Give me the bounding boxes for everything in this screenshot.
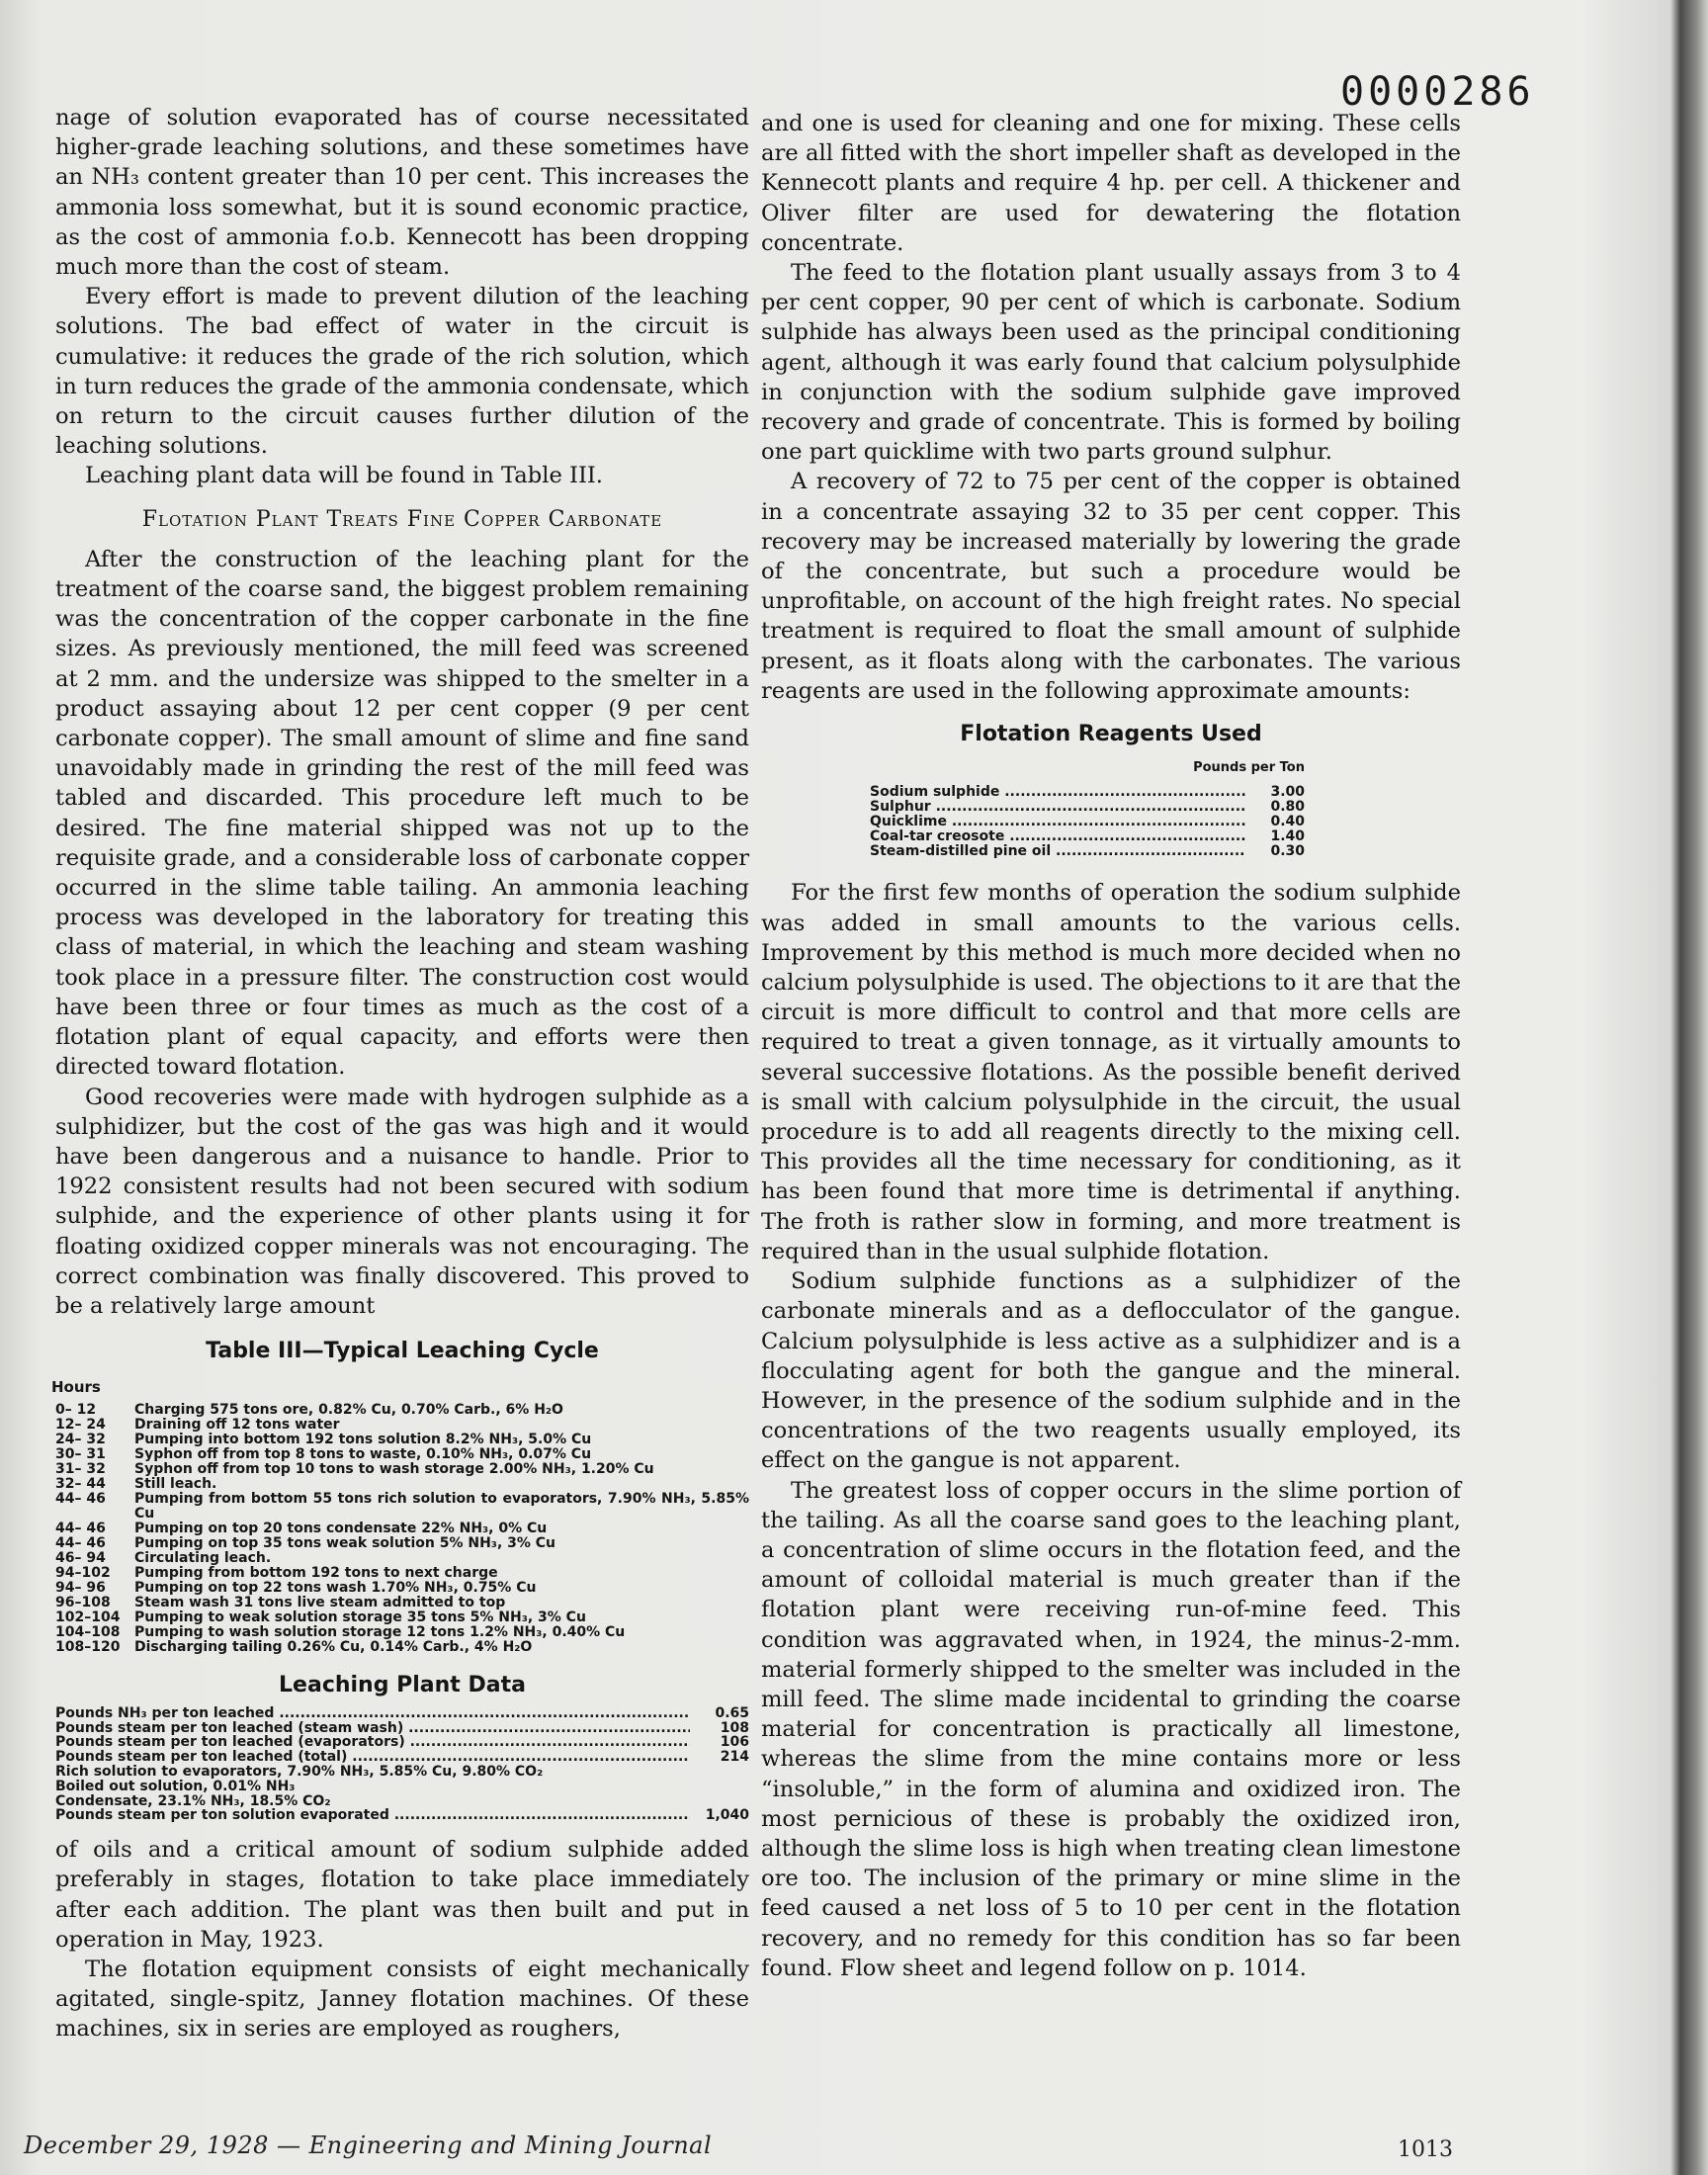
data-row: Sulphur ..... 0.80 [870,800,1305,815]
table-row: 30– 31 Syphon off from top 8 tons to waste, 0.10% NH₃, 0.07% Cu [55,1445,592,1462]
paragraph: For the first few months of operation the sodium sulphide was added in small amounts to the various cells. Improvement by this method is much more decided when no calcium polysulphide is used. The objections to it are that the circuit is more difficult to control and that more cells are required to treat a given tonnage, as it virtually amounts to several successive flotations. As the possible benefit derived is small with calcium polysulphide in the circuit, the usual procedure is to add all reagents directly to the mixing cell. This provides all the time necessary for conditioning, as it has been found that more time is detrimental if anything. The froth is rather slow in forming, and more treatment is required than in the usual sulphide flotation. [761,880,1461,1264]
data-row: Pounds steam per ton leached (evaporators) ..... 106 [55,1735,749,1750]
paragraph: A recovery of 72 to 75 per cent of the copper is obtained in a concentrate assaying 32 to 35 per cent copper. This recovery may be increased materially by lowering the grade of the concentrate, but such a procedure would be unprofitable, on account of the high freight rates. No special treatment is required to float the small amount of sulphide present, as it floats along with the carbonates. The various reagents are used in the following approximate amounts: [761,469,1461,704]
data-row: Coal-tar creosote ..... 1.40 [870,829,1305,844]
table-row: 94–102 Pumping from bottom 192 tons to next charge [55,1564,498,1581]
table-row: 94– 96 Pumping on top 22 tons wash 1.70% NH₃, 0.75% Cu [55,1579,537,1596]
paragraph: The greatest loss of copper occurs in the slime portion of the tailing. As all the coarse sand goes to the leaching plant, a concentration of slime occurs in the flotation feed, and the amount of colloidal material is much greater than if the flotation plant were receiving run-of-mine feed. This condition was aggravated when, in 1924, the minus-2-mm. material formerly shipped to the smelter was included in the mill feed. The slime made incidental to grinding the coarse material for concentration is practically all limestone, whereas the slime from the mine contains more or less “insoluble,” in the form of alumina and oxidized iron. The most pernicious of these is probably the oxidized iron, although the slime loss is high when treating clean limestone ore too. The inclusion of the primary or mine slime in the feed caused a net loss of 5 to 10 per cent in the flotation recovery, and no remedy for this condition has so far been found. Flow sheet and legend follow on p. 1014. [761,1477,1461,1981]
data-row: Boiled out solution, 0.01% NH₃ [55,1778,296,1794]
table-row: 104–108 Pumping to wash solution storage 12 tons 1.2% NH₃, 0.40% Cu [55,1623,626,1640]
paragraph: and one is used for cleaning and one for mixing. These cells are all fitted with the short impeller shaft as developed in the Kennecott plants and require 4 hp. per cell. A thickener and Oliver filter are used for dewatering the flotation concentrate. [761,111,1461,256]
reagent-list [870,753,1305,858]
data-row: Sodium sulphide ..... 3.00 [870,785,1305,800]
data-row: Rich solution to evaporators, 7.90% NH₃, 5.85% Cu, 9.80% CO₂ [55,1763,544,1780]
paragraph: Good recoveries were made with hydrogen sulphide as a sulphidizer, but the cost of the gas was high and it would have been dangerous and a nuisance to handle. Prior to 1922 consistent results had not been secured with sodium sulphide, and the experience of other plants using it for floating oxidized copper minerals was not encouraging. The correct combination was finally discovered. This proved to be a relatively large amount [55,1084,749,1319]
table-row: 0– 12 Charging 575 tons ore, 0.82% Cu, 0.70% Carb., 6% H₂O [55,1401,563,1418]
unit-header: Pounds per Ton [1193,760,1305,776]
data-row: Pounds NH₃ per ton leached ..... 0.65 [55,1706,749,1721]
data-row: Pounds steam per ton leached (total) ..... 214 [55,1750,749,1765]
hours-header: Hours [51,1378,101,1397]
data-row: Pounds steam per ton solution evaporated ..... 1,040 [55,1808,749,1823]
leaching-plant-data [55,1671,749,1824]
paragraph: Every effort is made to prevent dilution of the leaching solutions. The bad effect of water in the circuit is cumulative: it reduces the grade of the rich solution, which in turn reduces the grade of the ammonia condensate, which on return to the circuit causes further dilution of the leaching solutions. [55,284,749,460]
paragraph: nage of solution evaporated has of course necessitated higher-grade leaching solutions, and these sometimes have an NH₃ content greater than 10 per cent. This increases the ammonia loss somewhat, but it is sound economic practice, as the cost of ammonia f.o.b. Kennecott has been dropping much more than the cost of steam. [55,105,749,281]
paragraph: Leaching plant data will be found in Table III. [85,463,603,489]
left-column [51,103,749,2044]
table-row: 46– 94 Circulating leach. [55,1549,272,1566]
paragraph: Sodium sulphide functions as a sulphidizer of the carbonate minerals and as a deflocculator of the gangue. Calcium polysulphide is less active as a sulphidizer and is a flocculating agent for both the gangue and the mineral. However, in the presence of the sodium sulphide and in the concentrations of the two reagents usually employed, its effect on the gangue is not apparent. [761,1268,1461,1474]
section-heading: Flotation Plant Treats Fine Copper Carbonate [141,506,663,532]
table-title: Flotation Reagents Used [960,722,1262,747]
table-row: 44– 46 Pumping on top 20 tons condensate 22% NH₃, 0% Cu [55,1520,548,1536]
table-title: Table III—Typical Leaching Cycle [206,1339,599,1364]
table-row: 12– 24 Draining off 12 tons water [55,1416,340,1433]
table-row: 108–120 Discharging tailing 0.26% Cu, 0.14% Carb., 4% H₂O [55,1638,533,1655]
table-row: 102–104 Pumping to weak solution storage 35 tons 5% NH₃, 3% Cu [55,1609,586,1625]
data-row: Steam-distilled pine oil ..... 0.30 [870,844,1305,859]
flotation-reagents-table [761,720,1461,858]
right-column [761,109,1461,1983]
page-number: 1013 [1398,2137,1453,2162]
table-row: 96–108 Steam wash 31 tons live steam admitted to top [55,1594,506,1610]
table-iii [51,1337,749,1655]
table-row: 31– 32 Syphon off from top 10 tons to wash storage 2.00% NH₃, 1.20% Cu [55,1460,654,1477]
data-row: Quicklime ..... 0.40 [870,815,1305,829]
journal-footer: December 29, 1928 — Engineering and Mining Journal [24,2132,713,2159]
paragraph: The flotation equipment consists of eight mechanically agitated, single-spitz, Janney flotation machines. Of these machines, six in series are employed as roughers, [55,1956,749,2043]
paragraph: After the construction of the leaching plant for the treatment of the coarse sand, the biggest problem remaining was the concentration of the copper carbonate in the fine sizes. As previously mentioned, the mill feed was screened at 2 mm. and the undersize was shipped to the smelter in a product assaying about 12 per cent copper (9 per cent carbonate copper). The small amount of slime and fine sand unavoidably made in grinding the rest of the mill feed was tabled and discarded. This procedure left much to be desired. The fine material shipped was not up to the requisite grade, and a considerable loss of carbonate copper occurred in the slime table tailing. An ammonia leaching process was developed in the laboratory for treating this class of material, in which the leaching and steam washing took place in a pressure filter. The construction cost would have been three or four times as much as the cost of a flotation plant of equal capacity, and efforts were then directed toward flotation. [55,546,749,1081]
paragraph: of oils and a critical amount of sodium sulphide added preferably in stages, flotation to take place immediately after each addition. The plant was then built and put in operation in May, 1923. [55,1837,749,1953]
table-title: Leaching Plant Data [279,1672,526,1697]
data-row: Condensate, 23.1% NH₃, 18.5% CO₂ [55,1792,331,1809]
table-row: 44– 46 Pumping on top 35 tons weak solution 5% NH₃, 3% Cu [55,1534,556,1551]
table-row: 44– 46 Pumping from bottom 55 tons rich solution to evaporators, 7.90% NH₃, 5.85% Cu [55,1490,749,1522]
data-row: Pounds steam per ton leached (steam wash) ..... 108 [55,1721,749,1736]
paragraph: The feed to the flotation plant usually assays from 3 to 4 per cent copper, 90 per cent of which is carbonate. Sodium sulphide has always been used as the principal conditioning agent, although it was early found that calcium polysulphide in conjunction with the sodium sulphide gave improved recovery and grade of concentrate. This is formed by boiling one part quicklime with two parts ground sulphur. [761,260,1461,466]
document-number: 0000286 [1340,69,1535,115]
table-row: 32– 44 Still leach. [55,1475,217,1492]
table-row: 24– 32 Pumping into bottom 192 tons solution 8.2% NH₃, 5.0% Cu [55,1431,592,1447]
